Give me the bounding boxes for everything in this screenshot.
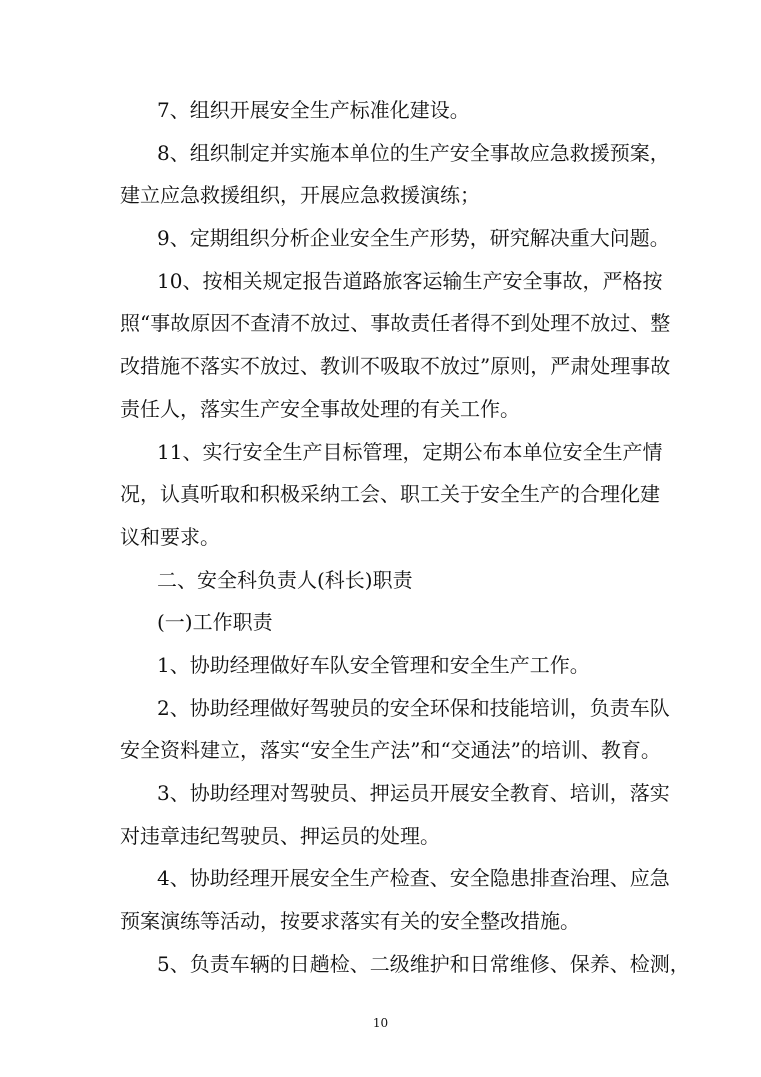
text-line: 议和要求。: [120, 524, 220, 549]
text-line: 1、协助经理做好车队安全管理和安全生产工作。: [157, 652, 590, 677]
text-line: 3、协助经理对驾驶员、押运员开展安全教育、培训，落实: [157, 781, 670, 805]
body-text: [120, 89, 690, 985]
text-line: 2、协助经理做好驾驶员的安全环保和技能培训，负责车队: [157, 695, 670, 720]
text-line: 9、定期组织分析企业安全生产形势，研究解决重大问题。: [157, 226, 670, 251]
text-line: 照“事故原因不查清不放过、事故责任者得不到处理不放过、整: [120, 311, 671, 336]
text-line: 对违章违纪驾驶员、押运员的处理。: [120, 823, 440, 848]
text-line: 8、组织制定并实施本单位的生产安全事故应急救援预案，: [157, 140, 670, 165]
text-line: 责任人，落实生产安全事故处理的有关工作。: [120, 396, 520, 421]
page-number: 10: [372, 1016, 389, 1030]
text-line: 建立应急救援组织，开展应急救援演练；: [120, 183, 480, 208]
text-line: 预案演练等活动，按要求落实有关的安全整改措施。: [120, 909, 580, 934]
text-line: 5、负责车辆的日趟检、二级维护和日常维修、保养、检测，: [157, 951, 690, 976]
text-line: 10、按相关规定报告道路旅客运输生产安全事故，严格按: [157, 268, 663, 293]
text-line: 安全资料建立，落实“安全生产法”和“交通法”的培训、教育。: [120, 738, 661, 763]
text-line: 改措施不落实不放过、教训不吸取不放过”原则，严肃处理事故: [120, 354, 671, 379]
text-line: 二、安全科负责人(科长)职责: [157, 567, 413, 592]
text-line: 4、协助经理开展安全生产检查、安全隐患排查治理、应急: [157, 866, 670, 891]
text-line: 11、实行安全生产目标管理，定期公布本单位安全生产情: [157, 439, 663, 464]
text-line: 况，认真听取和积极采纳工会、职工关于安全生产的合理化建: [120, 482, 660, 507]
text-line: (一)工作职责: [157, 610, 273, 635]
text-line: 7、组织开展安全生产标准化建设。: [157, 98, 470, 122]
